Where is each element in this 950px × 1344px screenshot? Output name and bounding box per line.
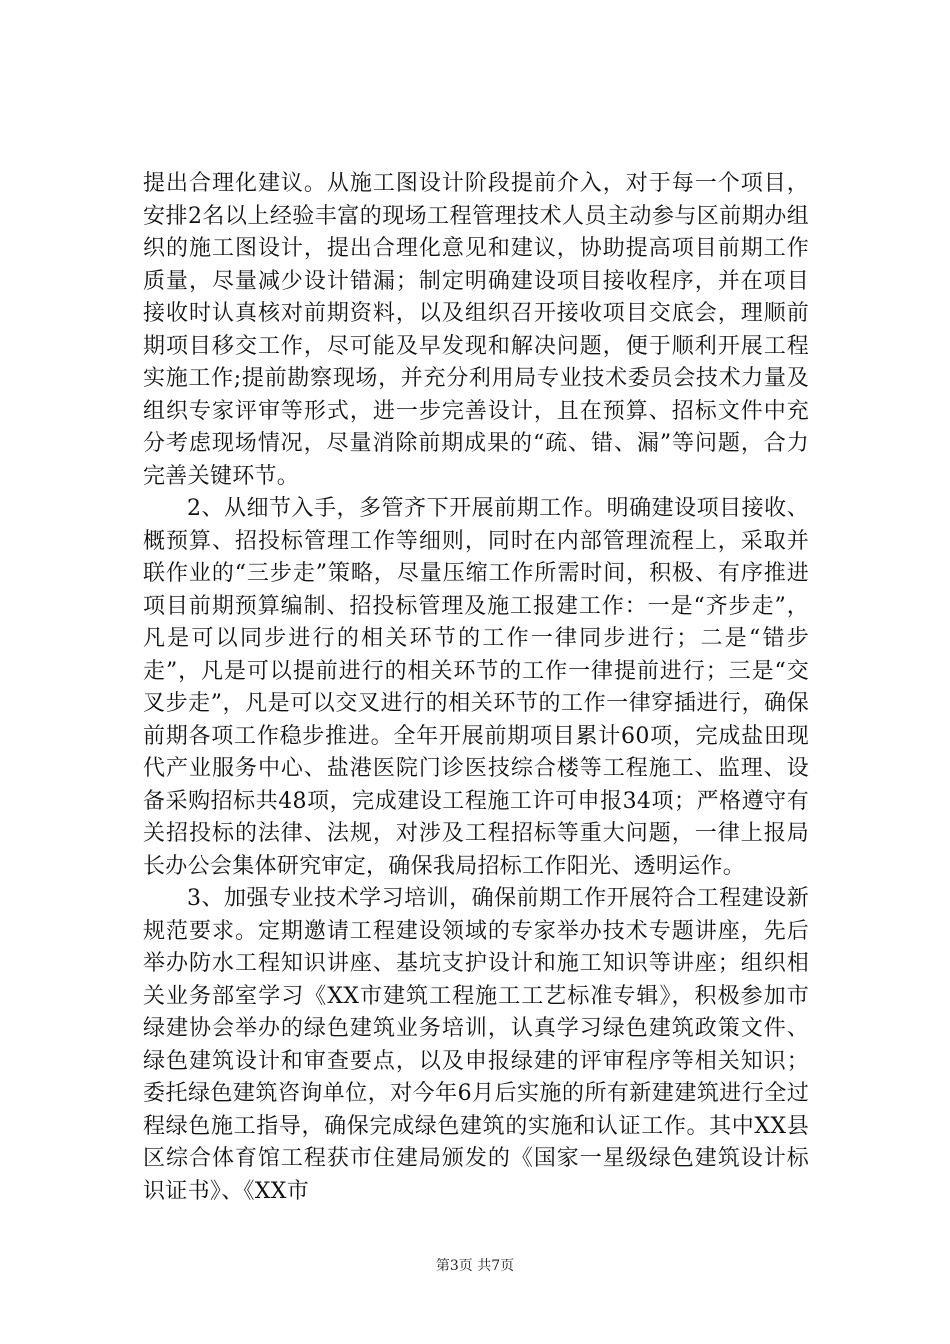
page-footer: 第3页 共7页 (435, 1258, 515, 1274)
paragraph-3: 3、加强专业技术学习培训，确保前期工作开展符合工程建设新规范要求。定期邀请工程建设领域的专家举办技术专题讲座，先后举办防水工程知识讲座、基坑支护设计和施工知识等讲座；组织相关业务部室学习《XX市建筑工程施工工艺标准专辑》，积极参加市绿建协会举办的绿色建筑业务培训，认真学习绿色建筑政策文件、绿色建筑设计和审查要点，以及申报绿建的评审程序等相关知识；委托绿色建筑咨询单位，对今年6月后实施的所有新建建筑进行全过程绿色施工指导，确保完成绿色建筑的实施和认证工作。其中XX县区综合体育馆工程获市住建局颁发的《国家一星级绿色建筑设计标识证书》、《XX市 (143, 886, 809, 1204)
paragraph-2: 2、从细节入手，多管齐下开展前期工作。明确建设项目接收、概预算、招投标管理工作等细则，同时在内部管理流程上，采取并联作业的“三步走”策略，尽量压缩工作所需时间，积极、有序推进项目前期预算编制、招投标管理及施工报建工作：一是“齐步走”，凡是可以同步进行的相关环节的工作一律同步进行；二是“错步走”，凡是可以提前进行的相关环节的工作一律提前进行；三是“交叉步走”，凡是可以交叉进行的相关环节的工作一律穿插进行，确保前期各项工作稳步推进。全年开展前期项目累计60项，完成盐田现代产业服务中心、盐港医院门诊医技综合楼等工程施工、监理、设备采购招标共48项，完成建设工程施工许可申报34项；严格遵守有关招投标的法律、法规，对涉及工程招标等重大问题，一律上报局长办公会集体研究审定，确保我局招标工作阳光、透明运作。 (143, 496, 809, 879)
paragraph-1: 提出合理化建议。从施工图设计阶段提前介入，对于每一个项目，安排2名以上经验丰富的现场工程管理技术人员主动参与区前期办组织的施工图设计，提出合理化意见和建议，协助提高项目前期工作质量，尽量减少设计错漏；制定明确建设项目接收程序，并在项目接收时认真核对前期资料，以及组织召开接收项目交底会，理顺前期项目移交工作，尽可能及早发现和解决问题，便于顺利开展工程实施工作;提前勘察现场，并充分利用局专业技术委员会技术力量及组织专家评审等形式，进一步完善设计，且在预算、招标文件中充分考虑现场情况，尽量消除前期成果的“疏、错、漏”等问题，合力完善关键环节。 (143, 171, 809, 489)
body-text (143, 168, 809, 1208)
